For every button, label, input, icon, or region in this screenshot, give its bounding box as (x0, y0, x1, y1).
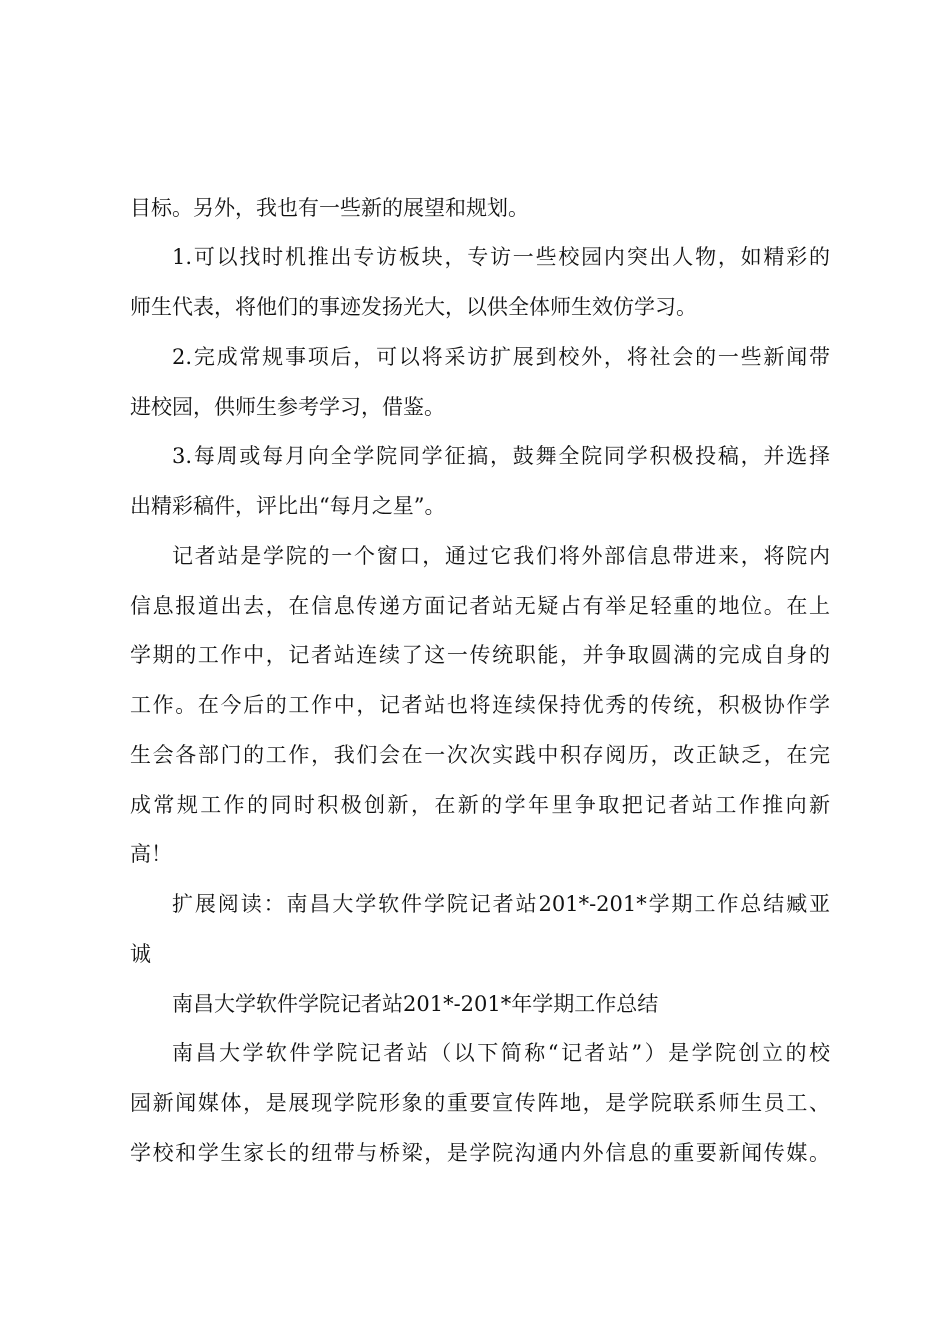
text-line: 扩展阅读：南昌大学软件学院记者站201*-201*学期工作总结臧亚 (172, 892, 830, 916)
text-line: 学校和学生家长的纽带与桥梁，是学院沟通内外信息的重要新闻传媒。 (130, 1141, 830, 1165)
text-line: 生会各部门的工作，我们会在一次次实践中积存阅历，改正缺乏，在完 (130, 743, 830, 767)
text-line: 师生代表，将他们的事迹发扬光大，以供全体师生效仿学习。 (130, 295, 697, 319)
text-line: 1.可以找时机推出专访板块，专访一些校园内突出人物，如精彩的 (172, 245, 830, 269)
text-line: 2.完成常规事项后，可以将采访扩展到校外，将社会的一些新闻带 (172, 345, 830, 369)
text-line: 诚 (130, 942, 151, 966)
text-line: 3.每周或每月向全学院同学征搞，鼓舞全院同学积极投稿，并选择 (172, 444, 830, 468)
text-line: 目标。另外，我也有一些新的展望和规划。 (130, 196, 529, 220)
text-line: 高！ (130, 842, 172, 866)
text-line: 出精彩稿件，评比出“每月之星”。 (130, 494, 446, 518)
text-line: 记者站是学院的一个窗口，通过它我们将外部信息带进来，将院内 (172, 544, 830, 568)
text-line: 工作。在今后的工作中，记者站也将连续保持优秀的传统，积极协作学 (130, 693, 830, 717)
text-line: 南昌大学软件学院记者站（以下简称“记者站”）是学院创立的校 (172, 1041, 830, 1065)
text-line: 学期的工作中，记者站连续了这一传统职能，并争取圆满的完成自身的 (130, 643, 830, 667)
text-line: 成常规工作的同时积极创新，在新的学年里争取把记者站工作推向新 (130, 793, 830, 817)
section-heading: 南昌大学软件学院记者站201*-201*年学期工作总结 (172, 992, 659, 1016)
text-line: 信息报道出去，在信息传递方面记者站无疑占有举足轻重的地位。在上 (130, 594, 830, 618)
text-line: 园新闻媒体，是展现学院形象的重要宣传阵地，是学院联系师生员工、 (130, 1091, 830, 1115)
text-line: 进校园，供师生参考学习，借鉴。 (130, 395, 445, 419)
